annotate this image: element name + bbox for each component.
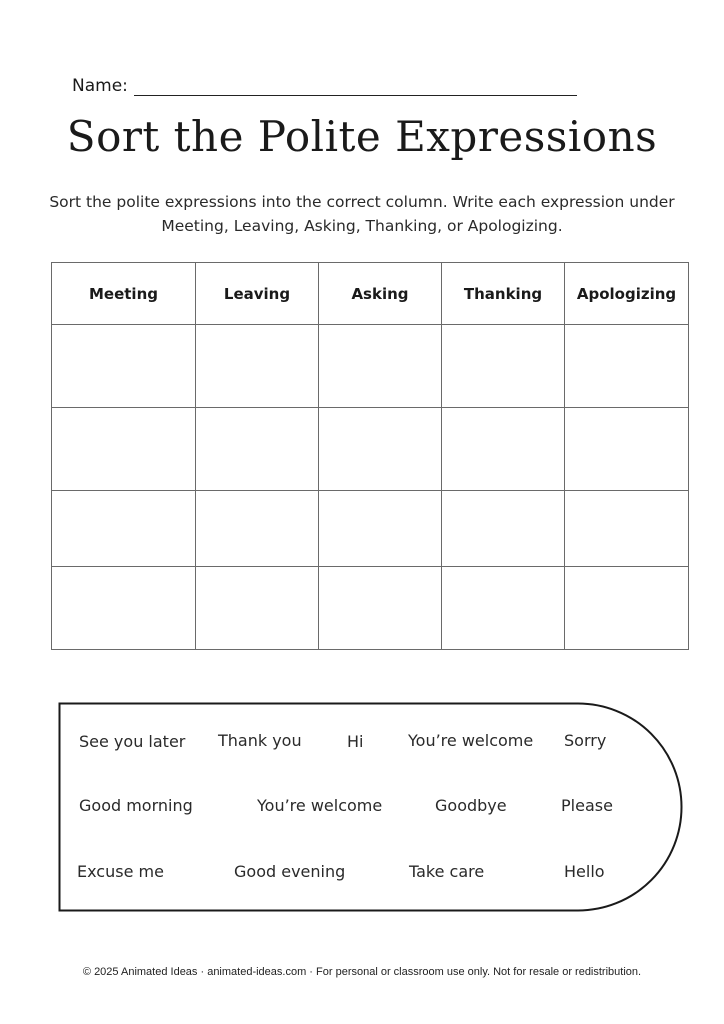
word-card[interactable]: See you later: [79, 732, 186, 751]
answer-cell[interactable]: [196, 567, 319, 650]
word-card[interactable]: Hello: [564, 862, 605, 881]
answer-cell[interactable]: [52, 325, 196, 408]
answer-cell[interactable]: [442, 325, 565, 408]
column-header: Asking: [319, 263, 442, 325]
sort-table: [51, 262, 689, 650]
answer-cell[interactable]: [319, 491, 442, 567]
table-row: [52, 491, 689, 567]
word-card[interactable]: You’re welcome: [408, 731, 534, 750]
word-card[interactable]: Hi: [347, 732, 364, 751]
answer-cell[interactable]: [442, 491, 565, 567]
answer-cell[interactable]: [565, 325, 689, 408]
answer-cell[interactable]: [565, 408, 689, 491]
answer-cell[interactable]: [52, 567, 196, 650]
answer-cell[interactable]: [565, 491, 689, 567]
word-card[interactable]: Thank you: [218, 731, 302, 750]
column-header: Apologizing: [565, 263, 689, 325]
table-row: [52, 567, 689, 650]
table-row: [52, 408, 689, 491]
word-card[interactable]: Goodbye: [435, 796, 507, 815]
instructions: [40, 190, 684, 238]
instructions-line-2: Meeting, Leaving, Asking, Thanking, or Apologizing.: [161, 217, 563, 235]
answer-cell[interactable]: [442, 408, 565, 491]
column-header: Thanking: [442, 263, 565, 325]
name-label: Name:: [72, 76, 128, 96]
answer-cell[interactable]: [565, 567, 689, 650]
page-title: Sort the Polite Expressions: [66, 112, 658, 161]
answer-cell[interactable]: [442, 567, 565, 650]
answer-cell[interactable]: [319, 567, 442, 650]
word-card[interactable]: Sorry: [564, 731, 607, 750]
table-header-row: [52, 263, 689, 325]
word-card[interactable]: Good evening: [234, 862, 346, 881]
name-line[interactable]: [134, 77, 577, 96]
footer-copyright: © 2025 Animated Ideas · animated-ideas.com · For personal or classroom use only. Not for resale or redistribution.: [82, 966, 642, 978]
column-header: Leaving: [196, 263, 319, 325]
answer-cell[interactable]: [52, 408, 196, 491]
answer-cell[interactable]: [52, 491, 196, 567]
table-row: [52, 325, 689, 408]
answer-cell[interactable]: [319, 325, 442, 408]
name-field[interactable]: [72, 72, 577, 96]
word-bank: [58, 702, 683, 912]
answer-cell[interactable]: [319, 408, 442, 491]
word-card[interactable]: Excuse me: [77, 862, 164, 881]
answer-cell[interactable]: [196, 408, 319, 491]
word-card[interactable]: Good morning: [79, 796, 193, 815]
column-header: Meeting: [52, 263, 196, 325]
instructions-line-1: Sort the polite expressions into the correct column. Write each expression under: [49, 193, 675, 211]
word-card[interactable]: You’re welcome: [257, 796, 383, 815]
answer-cell[interactable]: [196, 325, 319, 408]
word-card[interactable]: Take care: [409, 862, 485, 881]
word-card[interactable]: Please: [561, 796, 613, 815]
answer-cell[interactable]: [196, 491, 319, 567]
